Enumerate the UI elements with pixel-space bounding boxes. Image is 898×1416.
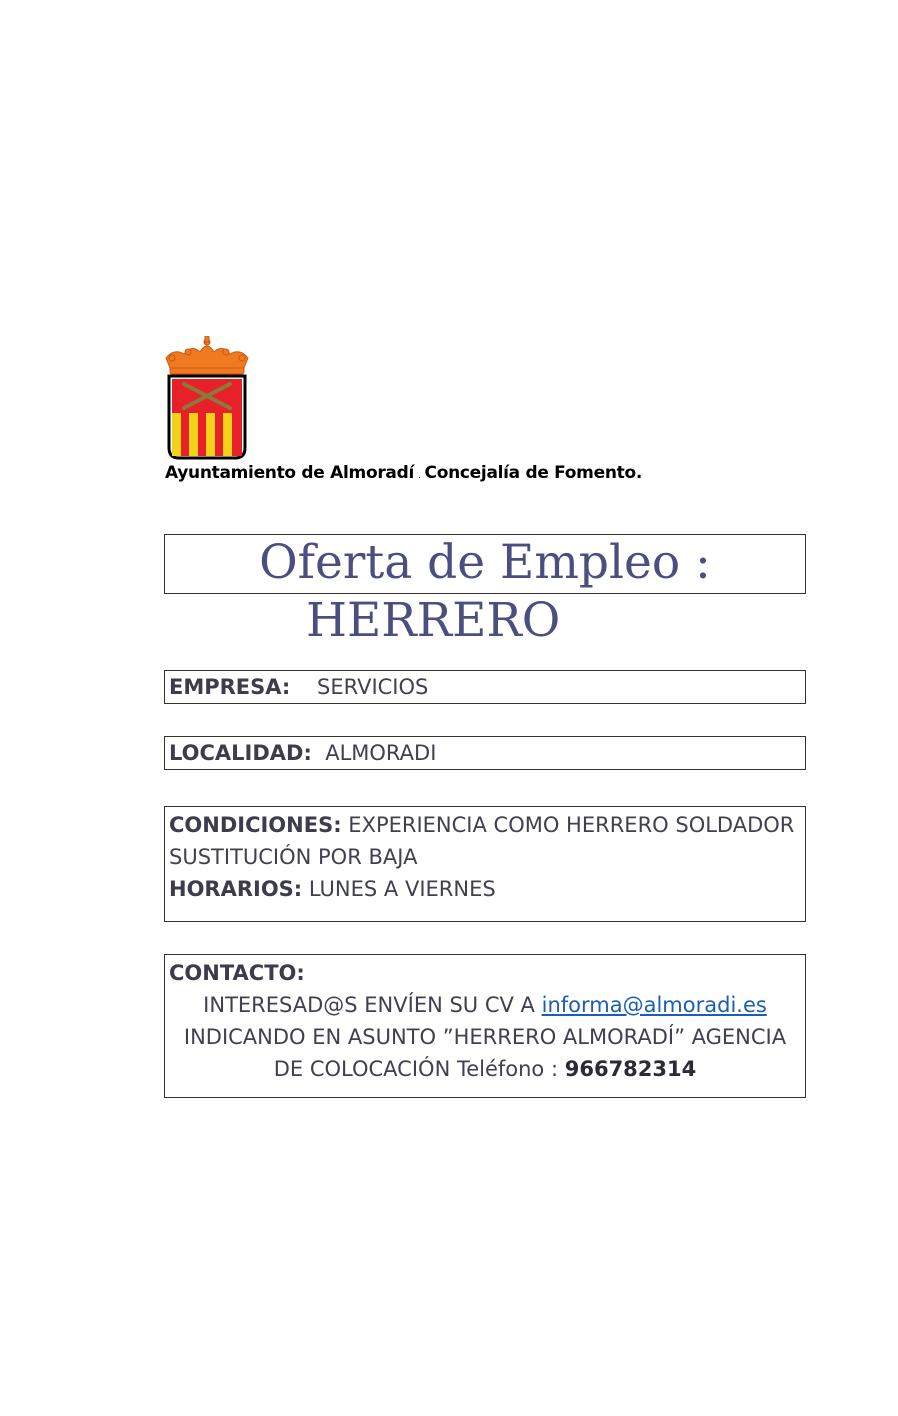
localidad-value: ALMORADI (325, 741, 437, 765)
phone-number: 966782314 (564, 1057, 697, 1081)
contact-line-2: INDICANDO EN ASUNTO ”HERRERO ALMORADÍ” AGENCIA (183, 1025, 787, 1049)
phone-label: DE COLOCACIÓN Teléfono : (273, 1057, 559, 1081)
coat-of-arms-icon (162, 336, 252, 462)
organization-name: Ayuntamiento de Almoradí (165, 463, 414, 483)
conditions-section (164, 806, 806, 922)
localidad-field (164, 736, 806, 770)
email-link[interactable]: informa@almoradi.es (541, 993, 767, 1017)
title-line-1: Oferta de Empleo : (259, 535, 711, 590)
schedule-label: HORARIOS: (169, 877, 303, 901)
header-organization (165, 463, 642, 483)
title-line-2: HERRERO (306, 593, 561, 648)
empresa-field (164, 670, 806, 704)
schedule-line (169, 873, 801, 905)
contact-line-3 (169, 1053, 801, 1085)
conditions-line (169, 809, 801, 841)
header-separator: . (417, 471, 421, 481)
empresa-value: SERVICIOS (317, 675, 429, 699)
conditions-label: CONDICIONES: (169, 813, 342, 837)
conditions-value: EXPERIENCIA COMO HERRERO SOLDADOR (348, 813, 795, 837)
contact-label-text: CONTACTO: (169, 961, 305, 985)
contact-label (169, 957, 801, 989)
department-name: Concejalía de Fomento. (424, 463, 642, 483)
contact-line-1 (169, 989, 801, 1021)
schedule-value: LUNES A VIERNES (308, 877, 496, 901)
contact-section (164, 954, 806, 1098)
empresa-label: EMPRESA: (169, 675, 291, 699)
contact-instruction: INTERESAD@S ENVÍEN SU CV A (203, 993, 535, 1017)
page-title (164, 534, 806, 650)
localidad-label: LOCALIDAD: (169, 741, 312, 765)
conditions-line-2: SUSTITUCIÓN POR BAJA (169, 845, 418, 869)
